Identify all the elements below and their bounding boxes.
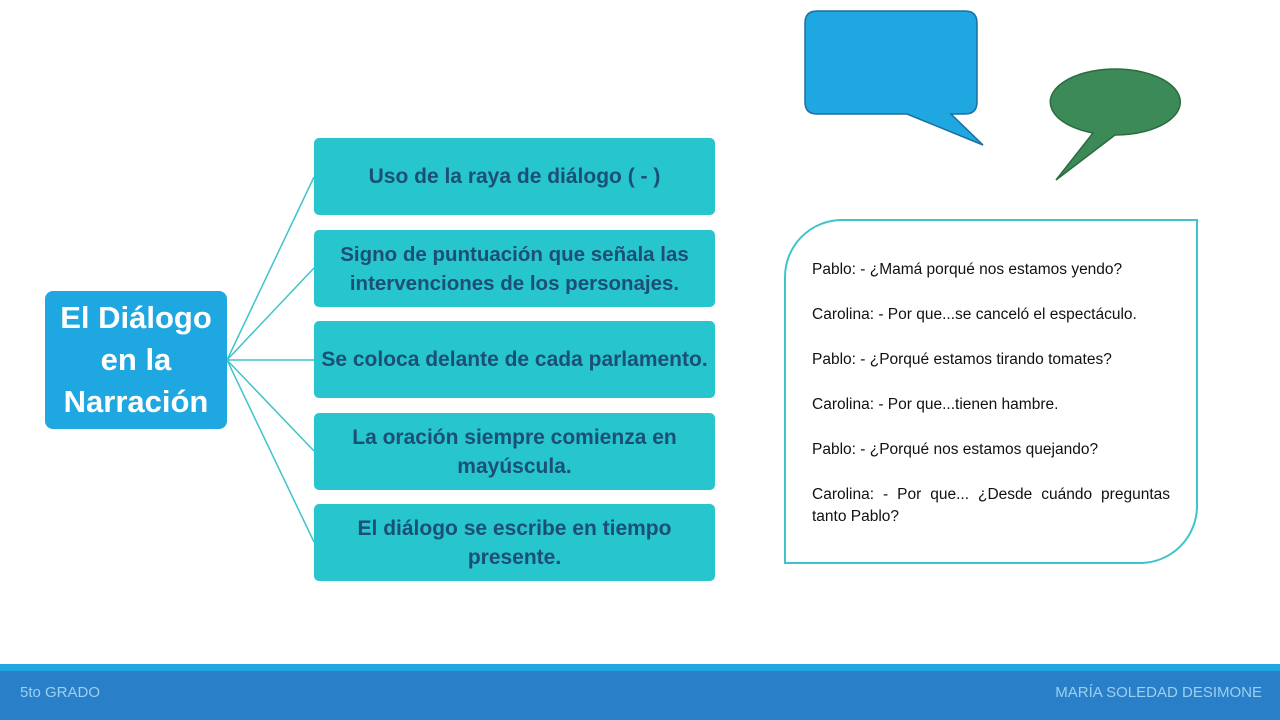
dialogue-line-6: Carolina: - Por que... ¿Desde cuándo preguntas tanto Pablo? bbox=[812, 486, 1170, 525]
dialogue-line-4: Carolina: - Por que...tienen hambre. bbox=[812, 396, 1059, 413]
blue-speech-bubble-icon bbox=[805, 11, 983, 145]
root-line-2: en la bbox=[100, 342, 172, 377]
footer-grade-label: 5to GRADO bbox=[20, 684, 101, 701]
branch-label-2: Signo de puntuación que señala las intervenciones de los personajes. bbox=[340, 242, 689, 295]
dialogue-line-3: Pablo: - ¿Porqué estamos tirando tomates? bbox=[812, 351, 1112, 368]
branch-label-1: Uso de la raya de diálogo ( - ) bbox=[368, 165, 661, 188]
footer-author-label: MARÍA SOLEDAD DESIMONE bbox=[1055, 684, 1262, 701]
root-line-1: El Diálogo bbox=[60, 300, 212, 335]
dialogue-line-1: Pablo: - ¿Mamá porqué nos estamos yendo? bbox=[812, 261, 1123, 278]
dialogue-line-2: Carolina: - Por que...se canceló el espectáculo. bbox=[812, 306, 1137, 323]
green-speech-bubble-icon bbox=[1050, 69, 1180, 180]
footer-bar bbox=[0, 664, 1280, 720]
dialogue-line-5: Pablo: - ¿Porqué nos estamos quejando? bbox=[812, 441, 1099, 458]
branch-label-3: Se coloca delante de cada parlamento. bbox=[321, 348, 708, 371]
root-line-3: Narración bbox=[63, 384, 209, 419]
branch-label-5: El diálogo se escribe en tiempo presente. bbox=[357, 516, 672, 569]
footer-stripe bbox=[0, 664, 1280, 671]
branch-label-4: La oración siempre comienza en mayúscula. bbox=[352, 425, 677, 478]
dialogue-box bbox=[784, 219, 1198, 564]
